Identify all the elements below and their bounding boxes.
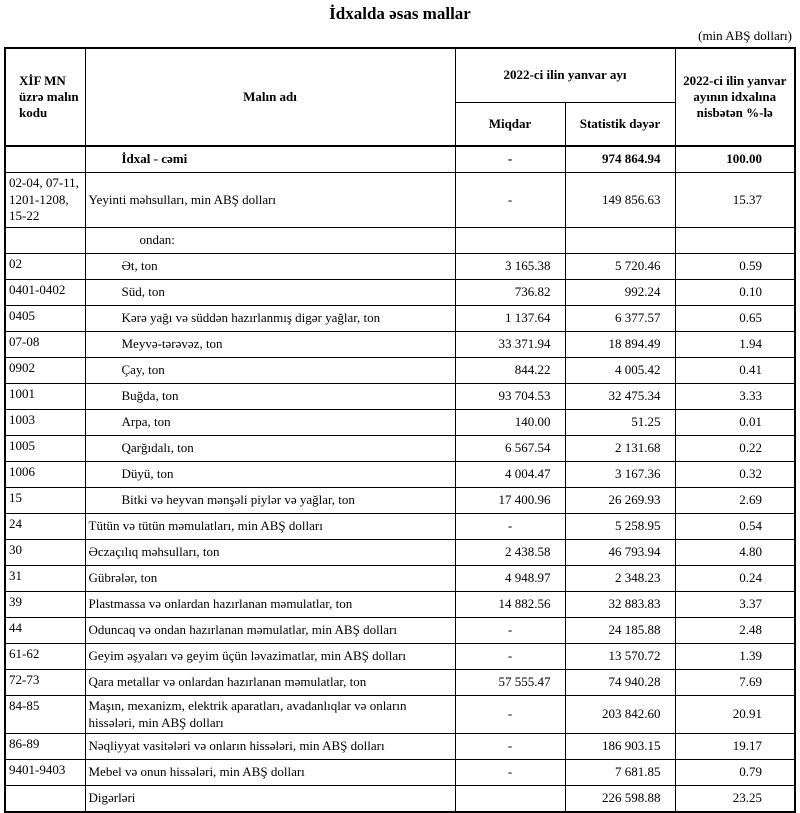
cell-name: Qara metallar və onlardan hazırlanan məmulatlar, ton: [85, 669, 455, 695]
header-name: Malın adı: [85, 48, 455, 146]
cell-qty: -: [455, 695, 565, 733]
table-row: [5, 279, 795, 305]
cell-share: 0.54: [675, 513, 795, 539]
cell-share: 0.32: [675, 461, 795, 487]
cell-value: 26 269.93: [565, 487, 675, 513]
cell-share: 0.79: [675, 760, 795, 786]
table-row: [5, 227, 795, 253]
cell-name: Yeyinti məhsulları, min ABŞ dolları: [85, 173, 455, 228]
cell-name: Buğda, ton: [85, 383, 455, 409]
cell-qty: [455, 227, 565, 253]
cell-share: 0.01: [675, 409, 795, 435]
cell-name: Kərə yağı və süddən hazırlanmış digər yağlar, ton: [85, 305, 455, 331]
cell-share: 0.59: [675, 253, 795, 279]
table-row: [5, 513, 795, 539]
cell-value: 149 856.63: [565, 173, 675, 228]
cell-name: Arpa, ton: [85, 409, 455, 435]
table-row: [5, 786, 795, 813]
cell-value: 974 864.94: [565, 146, 675, 173]
cell-code: 72-73: [5, 669, 85, 695]
cell-code: 1006: [5, 461, 85, 487]
table-row: [5, 173, 795, 228]
cell-value: 5 258.95: [565, 513, 675, 539]
cell-qty: 736.82: [455, 279, 565, 305]
cell-code: 31: [5, 565, 85, 591]
cell-code: 0401-0402: [5, 279, 85, 305]
cell-qty: 4 948.97: [455, 565, 565, 591]
cell-value: 18 894.49: [565, 331, 675, 357]
header-code: XİF MN üzrə malın kodu: [5, 48, 85, 146]
cell-code: 1001: [5, 383, 85, 409]
cell-share: 7.69: [675, 669, 795, 695]
cell-value: 203 842.60: [565, 695, 675, 733]
cell-code: 44: [5, 617, 85, 643]
table-body: [5, 146, 795, 812]
cell-name: Oduncaq və ondan hazırlanan məmulatlar, min ABŞ dolları: [85, 617, 455, 643]
cell-name: Meyvə-tərəvəz, ton: [85, 331, 455, 357]
cell-value: 74 940.28: [565, 669, 675, 695]
cell-share: 0.22: [675, 435, 795, 461]
cell-qty: 844.22: [455, 357, 565, 383]
cell-share: 23.25: [675, 786, 795, 813]
cell-value: 32 883.83: [565, 591, 675, 617]
cell-code: 30: [5, 539, 85, 565]
cell-qty: -: [455, 513, 565, 539]
cell-share: 4.80: [675, 539, 795, 565]
table-row: [5, 409, 795, 435]
cell-name: Maşın, mexanizm, elektrik aparatları, avadanlıqlar və onların hissələri, min ABŞ dolları: [85, 695, 455, 733]
cell-qty: [455, 786, 565, 813]
cell-name: Çay, ton: [85, 357, 455, 383]
table-row: [5, 357, 795, 383]
cell-share: 0.24: [675, 565, 795, 591]
cell-value: 4 005.42: [565, 357, 675, 383]
cell-value: 226 598.88: [565, 786, 675, 813]
cell-code: 9401-9403: [5, 760, 85, 786]
cell-qty: 57 555.47: [455, 669, 565, 695]
cell-code: [5, 227, 85, 253]
cell-qty: 4 004.47: [455, 461, 565, 487]
table-row: [5, 253, 795, 279]
cell-value: 13 570.72: [565, 643, 675, 669]
cell-code: 1003: [5, 409, 85, 435]
cell-code: 0902: [5, 357, 85, 383]
cell-qty: 33 371.94: [455, 331, 565, 357]
cell-qty: -: [455, 617, 565, 643]
cell-share: 2.69: [675, 487, 795, 513]
table-row: [5, 617, 795, 643]
cell-name: Tütün və tütün məmulatları, min ABŞ dolları: [85, 513, 455, 539]
cell-code: 24: [5, 513, 85, 539]
cell-code: 86-89: [5, 734, 85, 760]
cell-qty: -: [455, 146, 565, 173]
cell-share: 0.10: [675, 279, 795, 305]
header-quantity: Miqdar: [455, 102, 565, 146]
cell-qty: 3 165.38: [455, 253, 565, 279]
cell-qty: 1 137.64: [455, 305, 565, 331]
cell-value: 46 793.94: [565, 539, 675, 565]
cell-code: 39: [5, 591, 85, 617]
cell-value: 2 131.68: [565, 435, 675, 461]
cell-name: Geyim əşyaları və geyim üçün ləvazimatlar, min ABŞ dolları: [85, 643, 455, 669]
cell-share: [675, 227, 795, 253]
table-row: [5, 305, 795, 331]
cell-share: 1.39: [675, 643, 795, 669]
cell-name: Süd, ton: [85, 279, 455, 305]
cell-value: 3 167.36: [565, 461, 675, 487]
cell-code: 61-62: [5, 643, 85, 669]
cell-name: Ət, ton: [85, 253, 455, 279]
table-row: [5, 565, 795, 591]
table-row: [5, 487, 795, 513]
cell-code: 84-85: [5, 695, 85, 733]
table-row: [5, 331, 795, 357]
cell-share: 20.91: [675, 695, 795, 733]
cell-code: [5, 146, 85, 173]
cell-value: 5 720.46: [565, 253, 675, 279]
cell-value: 7 681.85: [565, 760, 675, 786]
cell-code: 1005: [5, 435, 85, 461]
cell-name: Mebel və onun hissələri, min ABŞ dolları: [85, 760, 455, 786]
table-row: [5, 760, 795, 786]
cell-value: 992.24: [565, 279, 675, 305]
cell-value: [565, 227, 675, 253]
unit-note: (min ABŞ dolları): [698, 28, 792, 43]
table-row: [5, 461, 795, 487]
cell-qty: 2 438.58: [455, 539, 565, 565]
cell-name: ondan:: [85, 227, 455, 253]
cell-value: 186 903.15: [565, 734, 675, 760]
cell-share: 19.17: [675, 734, 795, 760]
cell-code: 02: [5, 253, 85, 279]
cell-qty: -: [455, 173, 565, 228]
cell-value: 32 475.34: [565, 383, 675, 409]
cell-name: Düyü, ton: [85, 461, 455, 487]
cell-qty: 14 882.56: [455, 591, 565, 617]
cell-qty: 17 400.96: [455, 487, 565, 513]
cell-qty: 6 567.54: [455, 435, 565, 461]
cell-name: Plastmassa və onlardan hazırlanan məmulatlar, ton: [85, 591, 455, 617]
header-period: 2022-ci ilin yanvar ayı: [455, 48, 675, 102]
table-row: [5, 435, 795, 461]
cell-name: Qarğıdalı, ton: [85, 435, 455, 461]
cell-code: 15: [5, 487, 85, 513]
table-row: [5, 146, 795, 173]
cell-name: Bitki və heyvan mənşəli piylər və yağlar, ton: [85, 487, 455, 513]
table-row: [5, 591, 795, 617]
cell-name: İdxal - cəmi: [85, 146, 455, 173]
cell-code: 02-04, 07-11, 1201-1208, 15-22: [5, 173, 85, 228]
cell-share: 3.33: [675, 383, 795, 409]
cell-share: 15.37: [675, 173, 795, 228]
table-header: [5, 48, 795, 146]
cell-qty: -: [455, 760, 565, 786]
table-row: [5, 643, 795, 669]
table-row: [5, 383, 795, 409]
cell-code: 0405: [5, 305, 85, 331]
cell-qty: 93 704.53: [455, 383, 565, 409]
cell-value: 6 377.57: [565, 305, 675, 331]
cell-share: 0.41: [675, 357, 795, 383]
cell-value: 24 185.88: [565, 617, 675, 643]
table-row: [5, 695, 795, 733]
table-row: [5, 734, 795, 760]
cell-share: 100.00: [675, 146, 795, 173]
cell-qty: -: [455, 643, 565, 669]
cell-share: 1.94: [675, 331, 795, 357]
cell-name: Digərləri: [85, 786, 455, 813]
header-share: 2022-ci ilin yanvar ayının idxalına nisbətən %-lə: [675, 48, 795, 146]
cell-qty: 140.00: [455, 409, 565, 435]
cell-value: 2 348.23: [565, 565, 675, 591]
imports-table: [4, 47, 796, 813]
table-row: [5, 539, 795, 565]
cell-name: Gübrələr, ton: [85, 565, 455, 591]
cell-share: 2.48: [675, 617, 795, 643]
cell-qty: -: [455, 734, 565, 760]
cell-value: 51.25: [565, 409, 675, 435]
cell-name: Nəqliyyat vasitələri və onların hissələri, min ABŞ dolları: [85, 734, 455, 760]
cell-share: 0.65: [675, 305, 795, 331]
cell-name: Əczaçılıq məhsulları, ton: [85, 539, 455, 565]
header-row-1: [5, 48, 795, 102]
page-title: İdxalda əsas mallar: [329, 4, 471, 23]
table-row: [5, 669, 795, 695]
cell-code: 07-08: [5, 331, 85, 357]
cell-share: 3.37: [675, 591, 795, 617]
cell-code: [5, 786, 85, 813]
header-value: Statistik dəyər: [565, 102, 675, 146]
